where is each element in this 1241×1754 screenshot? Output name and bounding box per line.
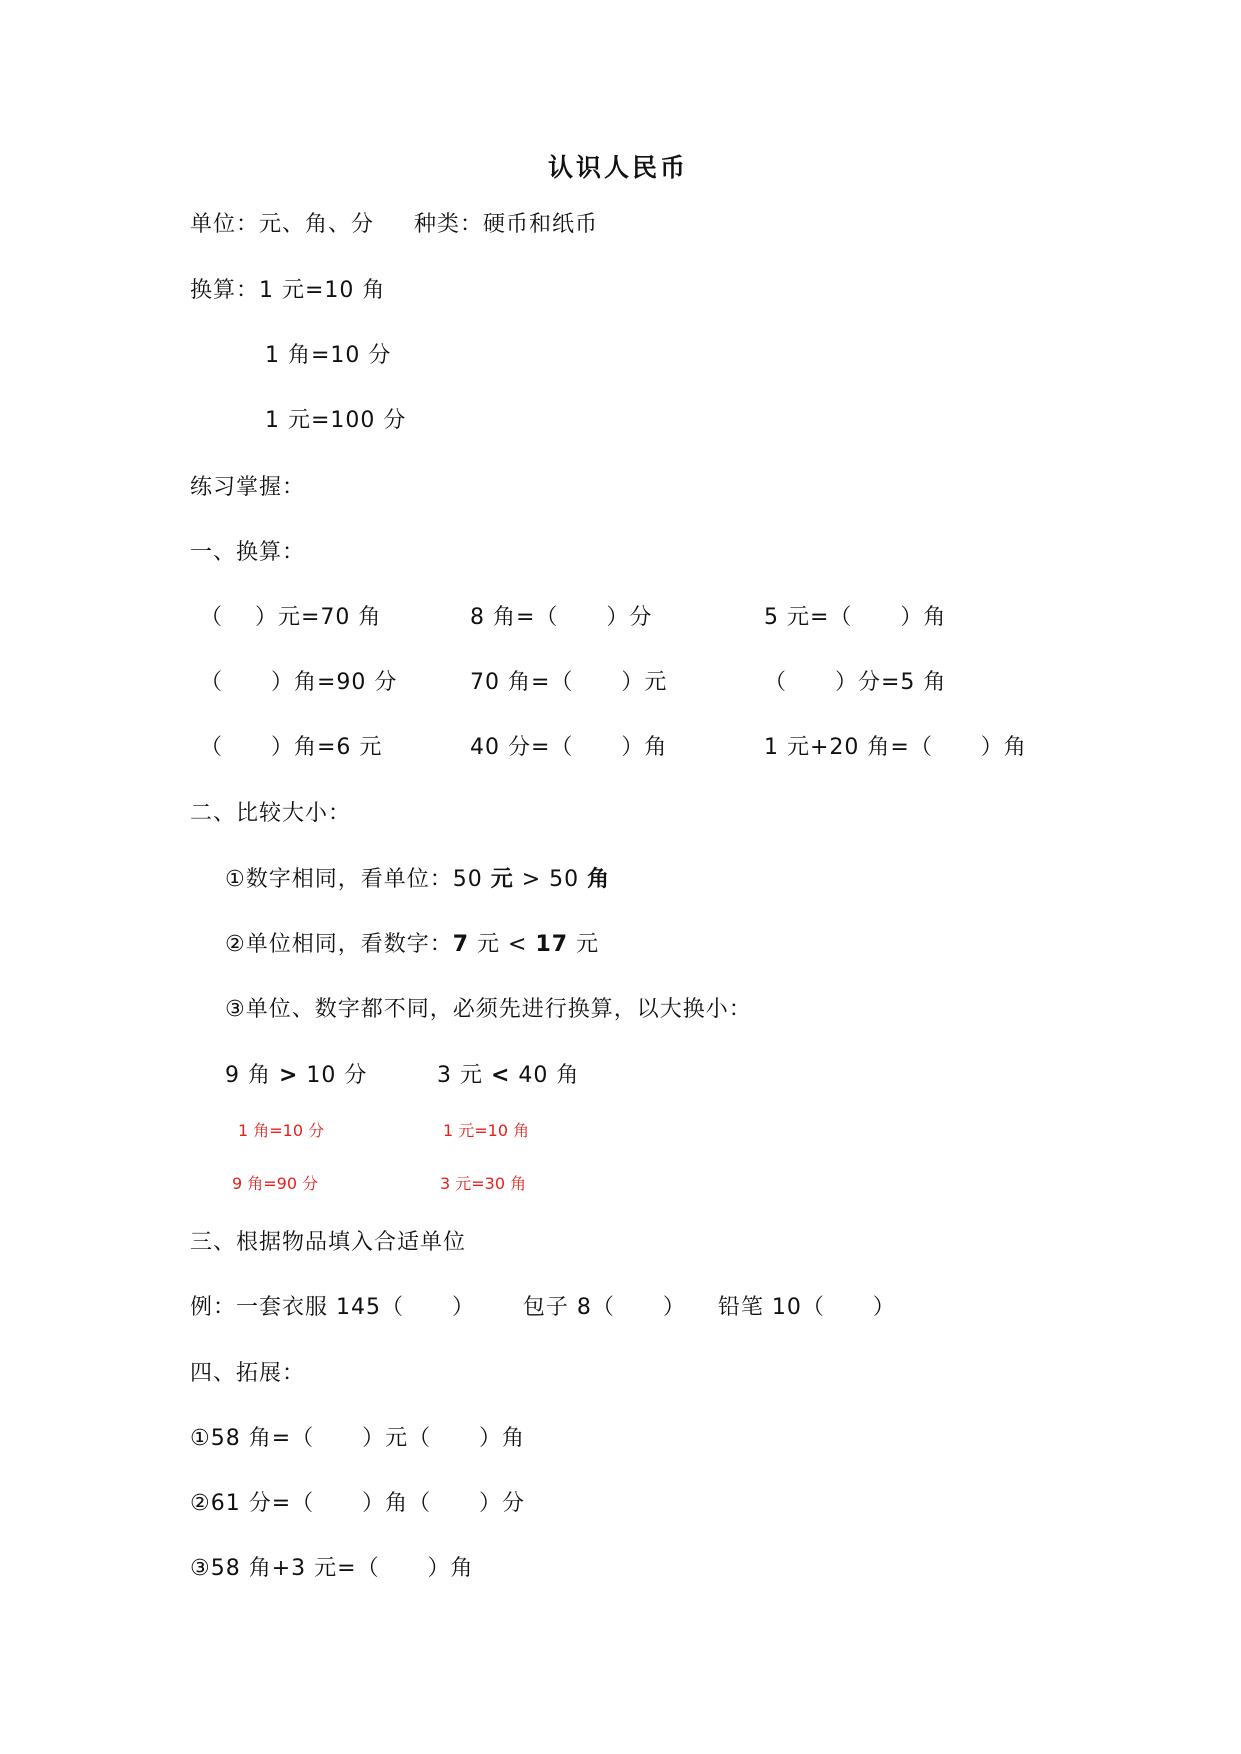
rule1-bold-unit-1: 元 [490, 867, 514, 892]
section2-heading: 二、比较大小： [190, 801, 352, 826]
units-line: 单位：元、角、分 种类：硬币和纸币 [190, 212, 598, 237]
practice-heading: 练习掌握： [190, 475, 306, 500]
extension-item-3: ③58 角+3 元=（ ）角 [190, 1556, 474, 1581]
compare-rule-2 [225, 931, 599, 959]
exercise-r1-c3: 5 元=（ ）角 [764, 605, 947, 630]
red-note-left-1: 1 角=10 分 [238, 1121, 325, 1140]
rule2-end: 元 [568, 932, 600, 957]
rule1-mid: > 50 [513, 867, 588, 892]
rule1-bold-unit-2: 角 [587, 867, 611, 892]
example-left-a: 9 角 [225, 1063, 279, 1088]
exercise-r3-c2: 40 分=（ ）角 [470, 735, 668, 760]
exercise-r3-c3: 1 元+20 角=（ ）角 [764, 735, 1027, 760]
conversion-line-1: 换算：1 元=10 角 [190, 278, 386, 303]
compare-example-right [437, 1062, 579, 1090]
rule1-text: ①数字相同，看单位：50 [225, 867, 491, 892]
example-right-a: 3 元 [437, 1063, 491, 1088]
conversion-line-2: 1 角=10 分 [265, 343, 392, 368]
exercise-r1-c2: 8 角=（ ）分 [470, 605, 653, 630]
rule2-text: ②单位相同，看数字： [225, 932, 453, 957]
exercise-r3-c1: （ ）角=6 元 [200, 735, 383, 760]
conversion-line-3: 1 元=100 分 [265, 408, 407, 433]
section4-heading: 四、拓展： [190, 1361, 306, 1386]
red-note-left-2: 9 角=90 分 [232, 1174, 319, 1193]
rule2-bold-num-1: 7 [452, 932, 470, 957]
section3-example: 例：一套衣服 145（ ） 包子 8（ ） 铅笔 10（ ） [190, 1295, 896, 1320]
extension-item-2: ②61 分=（ ）角（ ）分 [190, 1491, 526, 1516]
exercise-r2-c1: （ ）角=90 分 [200, 670, 398, 695]
compare-example-left [225, 1062, 367, 1090]
example-left-op: > [278, 1063, 299, 1088]
rule2-bold-num-2: 17 [535, 932, 569, 957]
page-title: 认识人民币 [548, 153, 689, 182]
extension-item-1: ①58 角=（ ）元（ ）角 [190, 1426, 526, 1451]
red-note-right-2: 3 元=30 角 [440, 1174, 527, 1193]
section3-heading: 三、根据物品填入合适单位 [190, 1230, 467, 1255]
exercise-r2-c3: （ ）分=5 角 [764, 670, 947, 695]
compare-rule-3: ③单位、数字都不同，必须先进行换算，以大换小： [225, 997, 752, 1022]
exercise-r1-c1: （ ）元=70 角 [200, 605, 382, 630]
example-left-b: 10 分 [298, 1063, 368, 1088]
example-right-op: < [490, 1063, 511, 1088]
example-right-b: 40 角 [510, 1063, 580, 1088]
exercise-r2-c2: 70 角=（ ）元 [470, 670, 668, 695]
rule2-mid: 元 < [469, 932, 536, 957]
compare-rule-1 [225, 866, 610, 894]
red-note-right-1: 1 元=10 角 [443, 1121, 530, 1140]
section1-heading: 一、换算： [190, 540, 306, 565]
